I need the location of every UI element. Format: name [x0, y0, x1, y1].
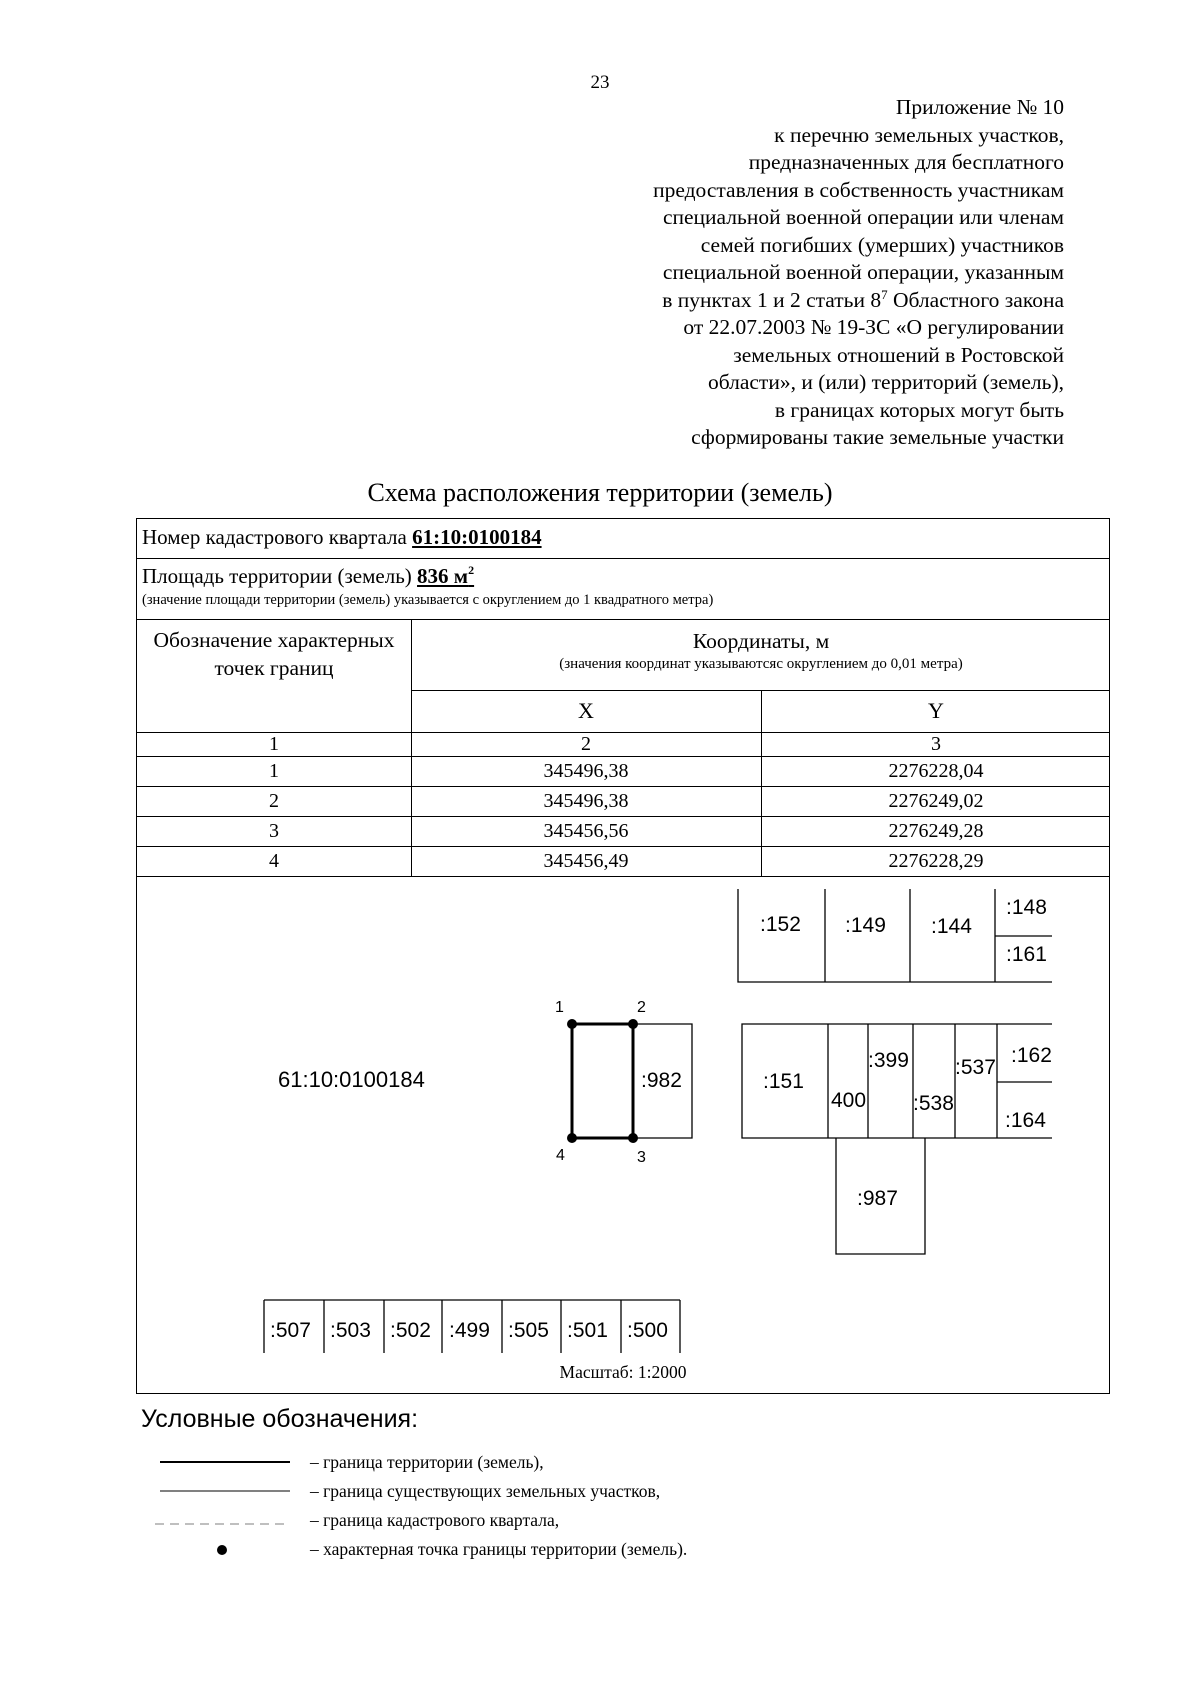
point-cell: 3 — [269, 820, 279, 842]
appendix-line: предоставления в собственность участникам — [653, 177, 1064, 202]
quarter-label: Номер кадастрового квартала — [142, 525, 413, 549]
appendix-line: от 22.07.2003 № 19-ЗС «О регулировании — [683, 315, 1064, 339]
parcel-label: :987 — [857, 1187, 898, 1210]
y-cell: 2276228,29 — [888, 850, 984, 872]
parcel-label: :499 — [449, 1319, 490, 1342]
point-cell: 4 — [269, 850, 279, 872]
parcel-label: :149 — [845, 914, 886, 937]
appendix-line: сформированы такие земельные участки — [691, 425, 1064, 449]
parcel-label: :507 — [270, 1319, 311, 1342]
area-value-sup: 2 — [468, 563, 475, 577]
parcel-label: :164 — [1005, 1109, 1046, 1132]
parcel-label: :148 — [1006, 896, 1047, 919]
parcel-label: :151 — [763, 1070, 804, 1093]
boundary-point-marker — [567, 1019, 577, 1029]
parcel-label: :505 — [508, 1319, 549, 1342]
index-cell: 2 — [581, 733, 591, 755]
parcel-label: :500 — [627, 1319, 668, 1342]
point-label: 3 — [637, 1149, 646, 1166]
parcel-label: 400 — [831, 1089, 867, 1112]
col-header-points: Обозначение характерных точек границ — [153, 628, 395, 680]
area-value-text: 836 м — [417, 564, 469, 588]
parcel-label: :161 — [1006, 943, 1047, 966]
index-cell: 3 — [931, 733, 941, 755]
map-scale: Масштаб: 1:2000 — [559, 1362, 687, 1382]
legend-symbol-dashed — [155, 1510, 295, 1536]
appendix-title: Приложение № 10 — [895, 95, 1064, 119]
parcel-label: :982 — [641, 1069, 682, 1092]
boundary-point-marker — [628, 1133, 638, 1143]
legend-label: – граница кадастрового квартала, — [310, 1510, 560, 1530]
legend-label: – граница территории (земель), — [310, 1452, 544, 1472]
col-header-x: X — [578, 698, 594, 723]
legend-title: Условные обозначения: — [141, 1405, 419, 1433]
territory-boundary — [572, 1024, 633, 1138]
boundary-point-marker — [567, 1133, 577, 1143]
parcel-label: :162 — [1011, 1044, 1052, 1067]
legend-symbol-solid-thick — [160, 1452, 300, 1478]
x-cell: 345496,38 — [543, 790, 629, 812]
coordinates-note: (значения координат указываютсяс округлением до 0,01 метра) — [559, 656, 963, 672]
appendix-line: предназначенных для бесплатного — [748, 150, 1064, 174]
legend-label: – характерная точка границы территории (земель). — [310, 1539, 688, 1559]
col-header-y: Y — [928, 698, 944, 723]
point-cell: 1 — [269, 760, 279, 782]
parcel-label: :502 — [390, 1319, 431, 1342]
point-cell: 2 — [269, 790, 279, 812]
appendix-line: области», и (или) территорий (земель), — [707, 370, 1064, 394]
scheme-title: Схема расположения территории (земель) — [367, 478, 833, 507]
legend-symbol-dot — [160, 1539, 300, 1565]
appendix-line: в границах которых могут быть — [774, 397, 1064, 422]
y-cell: 2276228,04 — [888, 760, 984, 782]
parcel-label: :537 — [955, 1056, 996, 1079]
point-label: 2 — [637, 999, 646, 1016]
appendix-line: специальной военной операции или членам — [662, 205, 1064, 229]
point-label: 1 — [555, 999, 564, 1016]
point-label: 4 — [556, 1147, 565, 1164]
parcel-label: :538 — [913, 1092, 954, 1115]
legend-symbol-solid-thin — [160, 1481, 300, 1507]
law-line-sup: 7 — [881, 286, 888, 302]
col-header-coordinates: Координаты, м — [692, 629, 830, 653]
appendix-line: семей погибших (умерших) участников — [700, 232, 1064, 257]
appendix-line: к перечню земельных участков, — [774, 122, 1064, 147]
parcel-label: :501 — [567, 1319, 608, 1342]
legend-label: – граница существующих земельных участков, — [310, 1481, 661, 1501]
map-quarter-label: 61:10:0100184 — [278, 1067, 425, 1092]
parcel-label: :399 — [868, 1049, 909, 1072]
law-line-suffix: Областного закона — [887, 287, 1064, 312]
parcel-label: :152 — [760, 913, 801, 936]
x-cell: 345456,49 — [543, 850, 629, 872]
y-cell: 2276249,28 — [888, 820, 984, 842]
quarter-number: 61:10:0100184 — [412, 525, 542, 549]
boundary-point-marker — [628, 1019, 638, 1029]
index-cell: 1 — [269, 733, 279, 755]
parcel-label: :144 — [931, 915, 972, 938]
law-line-prefix: в пунктах 1 и 2 статьи 8 — [662, 287, 882, 312]
page-number: 23 — [590, 72, 610, 93]
x-cell: 345496,38 — [543, 760, 629, 782]
area-note: (значение площади территории (земель) указывается с округлением до 1 квадратного метра) — [142, 592, 714, 608]
area-label: Площадь территории (земель) — [142, 564, 418, 588]
appendix-line: земельных отношений в Ростовской — [733, 342, 1064, 367]
parcel-label: :503 — [330, 1319, 371, 1342]
y-cell: 2276249,02 — [888, 790, 984, 812]
appendix-line: специальной военной операции, указанным — [662, 260, 1064, 284]
x-cell: 345456,56 — [543, 820, 629, 842]
